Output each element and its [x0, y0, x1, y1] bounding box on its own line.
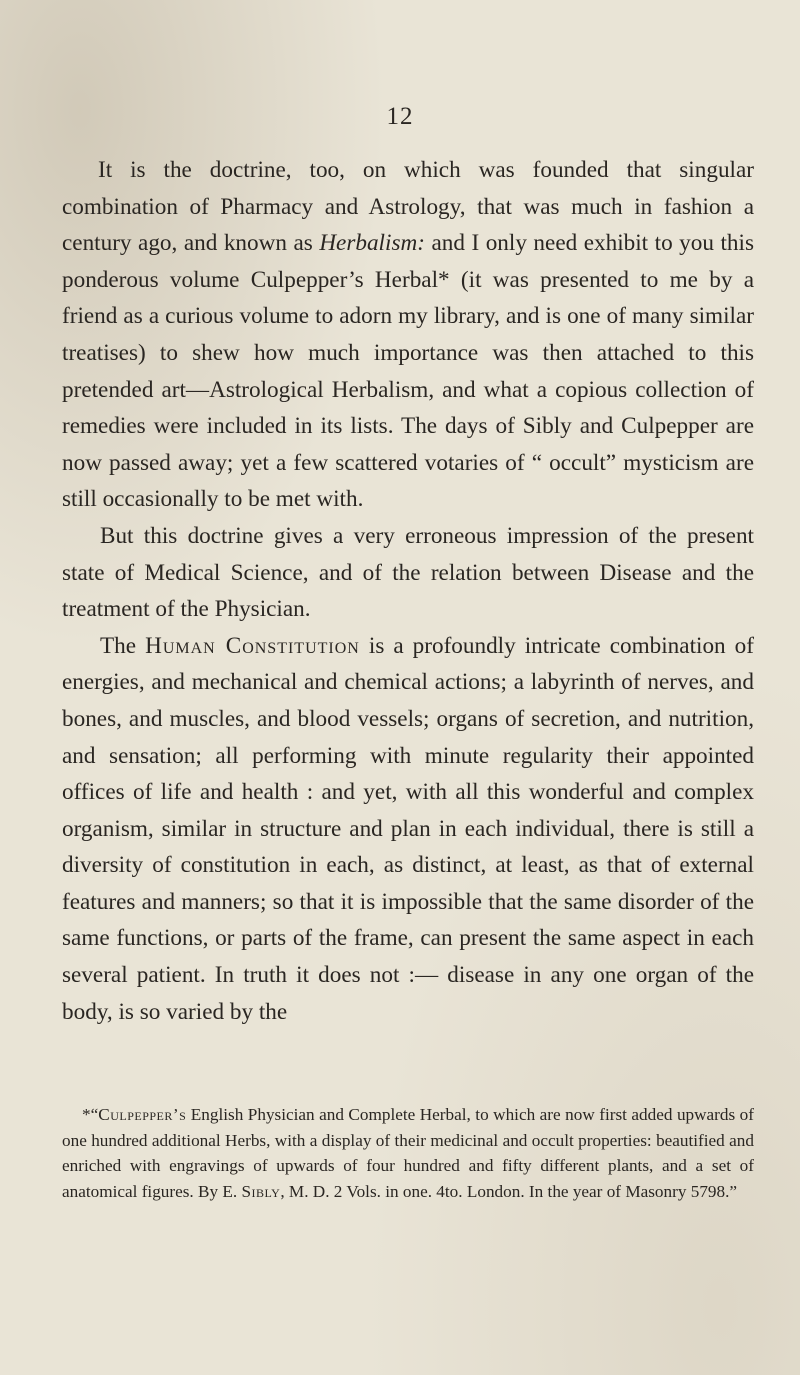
paragraph-constitution-part1: The	[100, 632, 146, 659]
paragraph-herbalism	[62, 152, 754, 518]
paragraph-herbalism-part2: and I only need exhibit to you this ponderous volume Culpepper’s Herbal	[62, 230, 754, 293]
herbalism-term: Herbalism:	[319, 230, 425, 257]
paragraph-herbalism-part3: (it was presented to me by a friend as a curious volume to adorn my library, and is one of many similar treatises) to shew how much importance was then attached to this pretended art—Astrological Herbalism, and what a copious collection of remedies were included in its lists. The days of Sibly and Culpepper are now passed away; yet a few scattered votaries of “ occult” mysticism are still occasionally to be met with.	[62, 266, 755, 513]
footnote-reference-mark: *	[438, 266, 450, 293]
footnote-part2: , M. D. 2 Vols. in one. 4to. London. In the year of Masonry 5798.”	[280, 1181, 738, 1201]
footnote-mark: *“	[82, 1105, 99, 1124]
main-text	[62, 152, 754, 1030]
page-number: 12	[386, 103, 414, 130]
human-constitution-term: Human Constitution	[145, 632, 360, 659]
footnote-text	[62, 1102, 754, 1204]
footnote-author: Culpepper’s	[98, 1105, 187, 1124]
footnote-sibly: Sibly	[241, 1181, 281, 1201]
paragraph-doctrine: But this doctrine gives a very erroneous impression of the present state of Medical Science, and of the relation between Disease and the treatment of the Physician.	[62, 522, 754, 623]
footnote-part1: English Physician and Complete Herbal, to which are now first added upwards of one hundred additional Herbs, with a display of their medicinal and occult properties: beautified and enriched with engravings of upwards of four hundred and fifty different plants, and a set of anatomical figures. By E.	[62, 1105, 754, 1201]
footnote	[62, 1102, 754, 1204]
paragraph-herbalism-part1: It is the doctrine, too, on which was founded that singular combination of Pharmacy and Astrology, that was much in fashion a century ago, and known as	[62, 157, 754, 257]
paragraph-constitution	[62, 628, 754, 1031]
paragraph-constitution-part2: is a profoundly intricate combination of energies, and mechanical and chemical actions; a labyrinth of nerves, and bones, and muscles, and blood vessels; organs of secretion, and nutrition, and sensation; all performing with minute regularity their appointed offices of life and health : and yet, with all this wonderful and complex organism, similar in structure and plan in each individual, there is still a diversity of constitution in each, as distinct, at least, as that of external features and manners; so that it is impossible that the same disorder of the same functions, or parts of the frame, can present the same aspect in each several patient. In truth it does not :— disease in any one organ of the body, is so varied by the	[62, 632, 754, 1025]
